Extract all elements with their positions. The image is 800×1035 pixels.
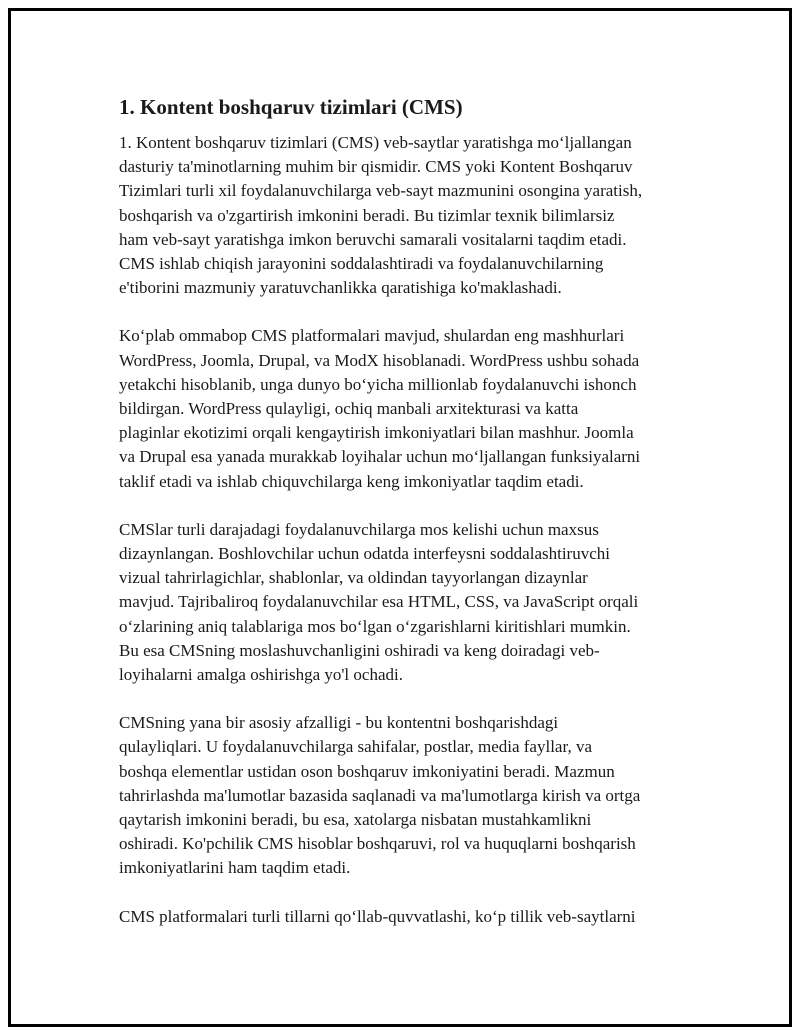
text-line: WordPress, Joomla, Drupal, va ModX hisoblanadi. WordPress ushbu sohada <box>119 350 640 370</box>
paragraph-1 <box>119 131 699 300</box>
text-line: CMS ishlab chiqish jarayonini soddalashtiradi va foydalanuvchilarning <box>119 254 604 274</box>
text-line: o‘zlarining aniq talablariga mos bo‘lgan o‘zgarishlarni kiritishlari mumkin. <box>119 616 631 636</box>
text-line: qulayliqlari. U foydalanuvchilarga sahifalar, postlar, media fayllar, va <box>119 737 592 757</box>
paragraph-4 <box>119 711 699 880</box>
text-line: CMS platformalari turli tillarni qo‘llab-quvvatlashi, ko‘p tillik veb-saytlarni <box>119 906 636 926</box>
text-line: vizual tahrirlagichlar, shablonlar, va oldindan tayyorlangan dizaynlar <box>119 568 588 588</box>
text-line: CMSlar turli darajadagi foydalanuvchilarga mos kelishi uchun maxsus <box>119 519 599 539</box>
text-line: imkoniyatlarini ham taqdim etadi. <box>119 858 351 878</box>
text-line: boshqa elementlar ustidan oson boshqaruv imkoniyatini beradi. Mazmun <box>119 761 615 781</box>
text-line: Ko‘plab ommabop CMS platformalari mavjud, shulardan eng mashhurlari <box>119 326 625 346</box>
text-line: 1. Kontent boshqaruv tizimlari (CMS) veb-saytlar yaratishga mo‘ljallangan <box>119 133 632 152</box>
text-line: va Drupal esa yanada murakkab loyihalar uchun mo‘ljallangan funksiyalarni <box>119 447 641 467</box>
page-frame <box>8 8 792 1027</box>
text-line: yetakchi hisoblanib, unga dunyo bo‘yicha millionlab foydalanuvchi ishonch <box>119 374 637 394</box>
text-line: taklif etadi va ishlab chiquvchilarga keng imkoniyatlar taqdim etadi. <box>119 471 584 491</box>
text-line: dasturiy ta'minotlarning muhim bir qismidir. CMS yoki Kontent Boshqaruv <box>119 157 633 177</box>
section-heading: 1. Kontent boshqaruv tizimlari (CMS) <box>119 95 463 119</box>
text-line: Tizimlari turli xil foydalanuvchilarga veb-sayt mazmunini osongina yaratish, <box>119 181 643 201</box>
text-line: Bu esa CMSning moslashuvchanligini oshiradi va keng doiradagi veb- <box>119 640 600 660</box>
text-line: boshqarish va o'zgartirish imkonini beradi. Bu tizimlar texnik bilimlarsiz <box>119 205 615 225</box>
text-line: ham veb-sayt yaratishga imkon beruvchi samarali vositalarni taqdim etadi. <box>119 229 627 249</box>
text-line: oshiradi. Ko'pchilik CMS hisoblar boshqaruvi, rol va huquqlarni boshqarish <box>119 834 636 854</box>
document-body <box>119 93 699 953</box>
text-line: bildirgan. WordPress qulayligi, ochiq manbali arxitekturasi va katta <box>119 399 579 419</box>
paragraph-2 <box>119 324 699 493</box>
paragraph-5 <box>119 905 699 929</box>
text-line: CMSning yana bir asosiy afzalligi - bu kontentni boshqarishdagi <box>119 713 559 733</box>
text-line: plaginlar ekotizimi orqali kengaytirish imkoniyatlari bilan mashhur. Joomla <box>119 423 634 443</box>
text-line: qaytarish imkonini beradi, bu esa, xatolarga nisbatan mustahkamlikni <box>119 810 592 830</box>
text-line: tahrirlashda ma'lumotlar bazasida saqlanadi va ma'lumotlarga kirish va ortga <box>119 785 641 805</box>
text-line: e'tiborini mazmuniy yaratuvchanlikka qaratishiga ko'maklashadi. <box>119 278 562 298</box>
text-line: dizaynlangan. Boshlovchilar uchun odatda interfeysni soddalashtiruvchi <box>119 544 610 564</box>
paragraph-3 <box>119 518 699 687</box>
text-line: loyihalarni amalga oshirishga yo'l ochadi. <box>119 665 403 685</box>
text-line: mavjud. Tajribaliroq foydalanuvchilar esa HTML, CSS, va JavaScript orqali <box>119 592 639 612</box>
